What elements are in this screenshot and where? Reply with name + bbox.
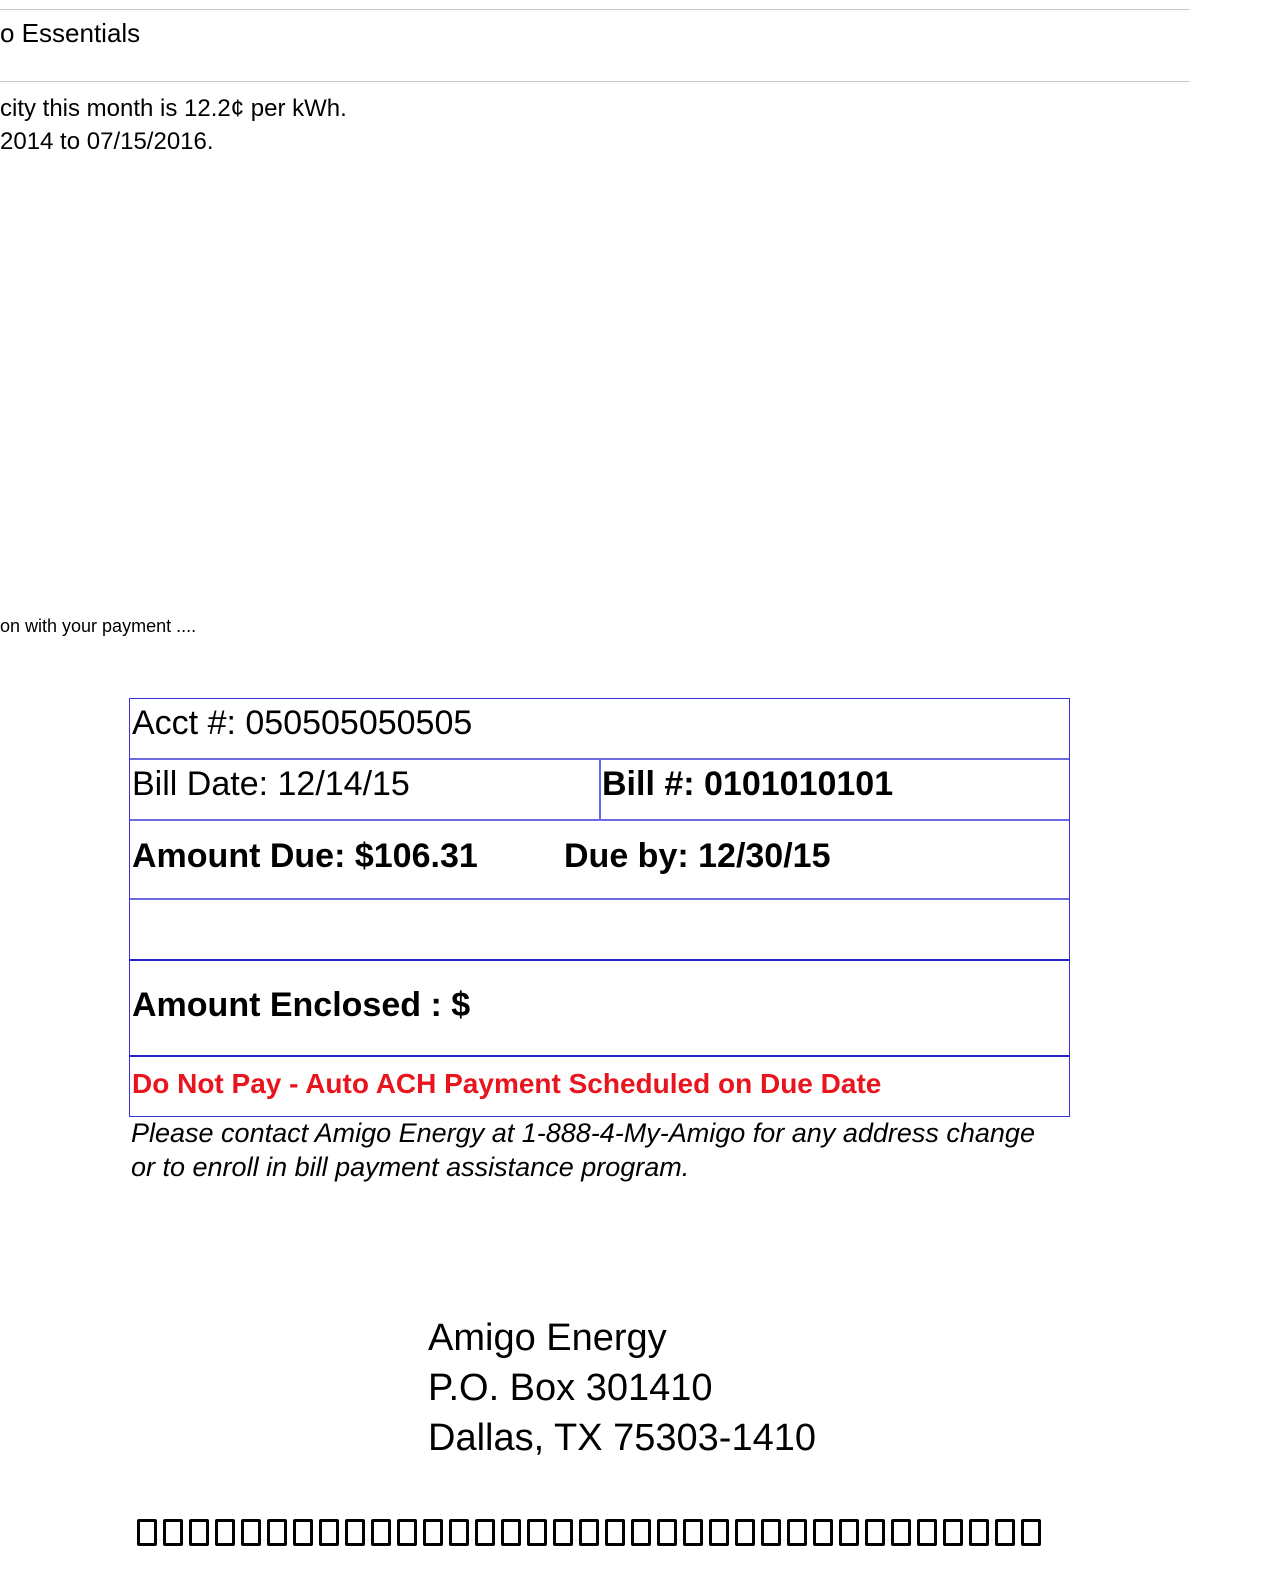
scanline-glyph-box bbox=[189, 1519, 209, 1546]
scanline-glyph-box bbox=[579, 1519, 599, 1546]
row-divider bbox=[130, 819, 1069, 821]
scanline-glyph-box bbox=[995, 1519, 1015, 1546]
remit-company-name: Amigo Energy bbox=[428, 1317, 667, 1359]
scanline-glyph-box bbox=[553, 1519, 573, 1546]
scanline-glyph-box bbox=[1021, 1519, 1041, 1546]
amount-enclosed-label: Amount Enclosed : $ bbox=[132, 986, 471, 1024]
scanline-glyph-box bbox=[865, 1519, 885, 1546]
scanline-glyph-box bbox=[163, 1519, 183, 1546]
row-divider bbox=[130, 959, 1069, 961]
scanline-glyph-box bbox=[683, 1519, 703, 1546]
top-divider bbox=[0, 9, 1190, 10]
row-divider bbox=[130, 1055, 1069, 1057]
ocr-scanline bbox=[137, 1519, 1045, 1546]
scanline-glyph-box bbox=[709, 1519, 729, 1546]
plan-name: o Essentials bbox=[0, 18, 141, 48]
scanline-glyph-box bbox=[319, 1519, 339, 1546]
due-date: Due by: 12/30/15 bbox=[564, 837, 831, 875]
amount-due: Amount Due: $106.31 bbox=[132, 837, 478, 875]
scanline-glyph-box bbox=[371, 1519, 391, 1546]
scanline-glyph-box bbox=[345, 1519, 365, 1546]
bill-date: Bill Date: 12/14/15 bbox=[132, 765, 410, 803]
scanline-glyph-box bbox=[891, 1519, 911, 1546]
scanline-glyph-box bbox=[657, 1519, 677, 1546]
rate-notice-line: city this month is 12.2¢ per kWh. bbox=[0, 95, 347, 122]
remit-po-box: P.O. Box 301410 bbox=[428, 1367, 713, 1409]
scanline-glyph-box bbox=[397, 1519, 417, 1546]
scanline-glyph-box bbox=[423, 1519, 443, 1546]
remit-address bbox=[428, 1313, 816, 1463]
column-divider bbox=[599, 760, 601, 819]
scanline-glyph-box bbox=[501, 1519, 521, 1546]
remit-city-state-zip: Dallas, TX 75303-1410 bbox=[428, 1417, 816, 1459]
account-number: Acct #: 050505050505 bbox=[132, 704, 473, 742]
scanline-glyph-box bbox=[761, 1519, 781, 1546]
bill-number: Bill #: 0101010101 bbox=[602, 765, 894, 803]
scanline-glyph-box bbox=[839, 1519, 859, 1546]
scanline-glyph-box bbox=[813, 1519, 833, 1546]
row-divider bbox=[130, 898, 1069, 900]
return-stub-note: on with your payment .... bbox=[0, 616, 197, 636]
scanline-glyph-box bbox=[787, 1519, 807, 1546]
scanline-glyph-box bbox=[475, 1519, 495, 1546]
scanline-glyph-box bbox=[943, 1519, 963, 1546]
payment-stub bbox=[129, 698, 1070, 1117]
scanline-glyph-box bbox=[917, 1519, 937, 1546]
scanline-glyph-box bbox=[631, 1519, 651, 1546]
scanline-glyph-box bbox=[735, 1519, 755, 1546]
rate-notice bbox=[0, 92, 347, 158]
contract-term-line: 2014 to 07/15/2016. bbox=[0, 128, 214, 155]
scanline-glyph-box bbox=[267, 1519, 287, 1546]
scanline-glyph-box bbox=[293, 1519, 313, 1546]
scanline-glyph-box bbox=[969, 1519, 989, 1546]
contact-note: Please contact Amigo Energy at 1-888-4-My-Amigo for any address change or to enroll in bill payment assistance program. bbox=[131, 1118, 1035, 1182]
scanline-glyph-box bbox=[449, 1519, 469, 1546]
scanline-glyph-box bbox=[241, 1519, 261, 1546]
autopay-notice: Do Not Pay - Auto ACH Payment Scheduled on Due Date bbox=[132, 1068, 882, 1099]
scanline-glyph-box bbox=[215, 1519, 235, 1546]
header-divider bbox=[0, 81, 1190, 82]
scanline-glyph-box bbox=[137, 1519, 157, 1546]
scanline-glyph-box bbox=[605, 1519, 625, 1546]
scanline-glyph-box bbox=[527, 1519, 547, 1546]
